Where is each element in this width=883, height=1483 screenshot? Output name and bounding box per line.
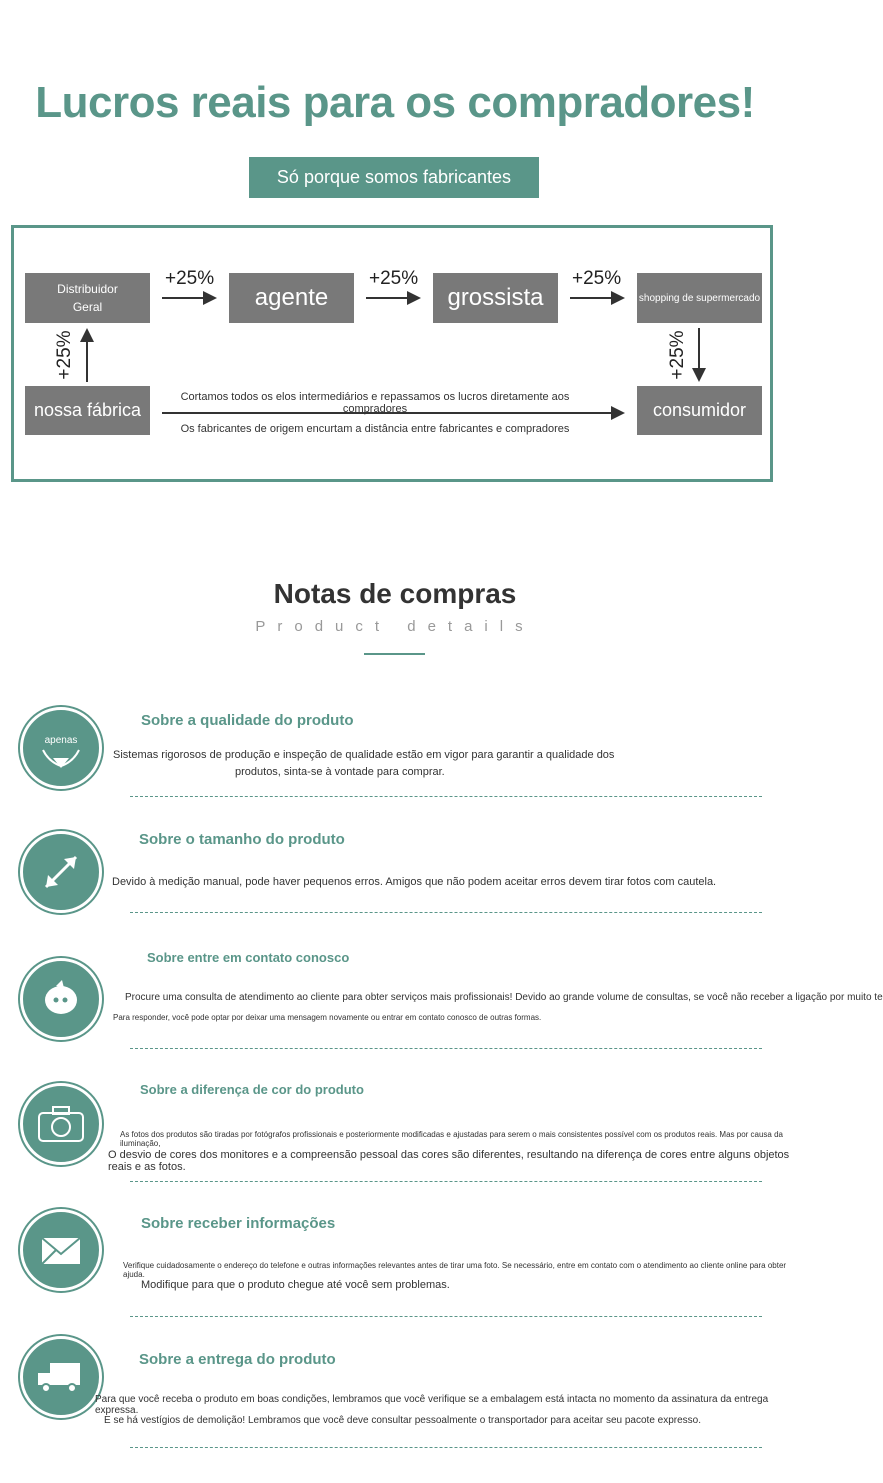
item-divider xyxy=(130,1316,762,1317)
item-text-quality-1: Sistemas rigorosos de produção e inspeção de qualidade estão em vigor para garantir a qualidade dos xyxy=(113,749,615,761)
item-title-size: Sobre o tamanho do produto xyxy=(139,831,345,848)
envelope-icon xyxy=(36,1230,86,1270)
item-title-color: Sobre a diferença de cor do produto xyxy=(140,1082,364,1097)
item-title-info: Sobre receber informações xyxy=(141,1215,336,1232)
contact-icon-circle xyxy=(20,958,102,1040)
notes-subtitle: Product details xyxy=(255,618,535,635)
page-title: Lucros reais para os compradores! xyxy=(35,78,755,127)
size-icon-circle xyxy=(20,831,102,913)
box-consumidor-label: consumidor xyxy=(652,400,747,420)
chat-bubble-icon xyxy=(36,974,86,1024)
percent-label-4: +25% xyxy=(54,330,75,380)
info-icon-circle xyxy=(20,1209,102,1291)
item-text-color-2: O desvio de cores dos monitores e a compreensão pessoal das cores são diferentes, resultando na diferença de cores entre alguns objetos reais e as fotos. xyxy=(108,1149,790,1173)
item-text-info-1: Verifique cuidadosamente o endereço do telefone e outras informações relevantes antes de tirar uma foto. Se necessário, entre em contato com o atendimento ao cliente online para obter ajuda. xyxy=(123,1261,787,1279)
flow-note-top: Cortamos todos os elos intermediários e repassamos os lucros diretamente aos compradores xyxy=(180,391,570,415)
quality-icon-circle xyxy=(20,707,102,789)
item-text-contact-1: Procure uma consulta de atendimento ao cliente para obter serviços mais profissionais! Devido ao grande volume de consultas, se você não receber a ligação por muito te xyxy=(125,992,883,1003)
item-text-info-2: Modifique para que o produto chegue até você sem problemas. xyxy=(141,1279,450,1291)
color-icon-circle xyxy=(20,1083,102,1165)
item-text-delivery-2: E se há vestígios de demolição! Lembramos que você deve consultar pessoalmente o transportador para aceitar seu pacote expresso. xyxy=(104,1415,702,1426)
notes-divider xyxy=(364,653,425,655)
item-text-contact-2: Para responder, você pode optar por deixar uma mensagem novamente ou entrar em contato conosco de outras formas. xyxy=(113,1013,542,1022)
flow-note-bottom: Os fabricantes de origem encurtam a distância entre fabricantes e compradores xyxy=(180,423,570,435)
box-grossista-label: grossista xyxy=(447,284,544,311)
percent-label-3: +25% xyxy=(572,268,622,289)
resize-arrow-icon xyxy=(36,847,86,897)
item-text-delivery-1: Para que você receba o produto em boas condições, lembramos que você verifique se a embalagem está intacta no momento da assinatura da entrega expressa. xyxy=(95,1394,769,1416)
percent-label-1: +25% xyxy=(165,268,215,289)
box-agente-label: agente xyxy=(254,284,329,311)
percent-label-5: +25% xyxy=(667,330,688,380)
item-text-color-1: As fotos dos produtos são tiradas por fotógrafos profissionais e posteriormente modificadas e ajustadas para serem o mais consistentes possível com os produtos reais. Mas por causa da iluminação, xyxy=(120,1130,784,1148)
item-divider xyxy=(130,912,762,913)
item-title-delivery: Sobre a entrega do produto xyxy=(139,1351,336,1368)
hands-icon xyxy=(31,718,91,778)
box-fabrica-label: nossa fábrica xyxy=(33,400,142,420)
manufacturer-banner: Só porque somos fabricantes xyxy=(249,157,539,198)
item-text-quality-2: produtos, sinta-se à vontade para comprar. xyxy=(235,766,445,778)
box-shopping-label: shopping de supermercado xyxy=(638,292,761,304)
delivery-icon-circle xyxy=(20,1336,102,1418)
hands-icon-label: apenas xyxy=(44,735,78,746)
item-divider xyxy=(130,1181,762,1182)
percent-label-2: +25% xyxy=(369,268,419,289)
delivery-truck-icon xyxy=(34,1355,88,1399)
box-distribuidor-label: Distribuidor Geral xyxy=(57,282,118,314)
item-divider xyxy=(130,1048,762,1049)
item-title-contact: Sobre entre em contato conosco xyxy=(147,950,350,965)
item-divider xyxy=(130,1447,762,1448)
notes-title: Notas de compras xyxy=(273,578,517,609)
item-title-quality: Sobre a qualidade do produto xyxy=(141,712,354,729)
item-divider xyxy=(130,796,762,797)
camera-icon xyxy=(33,1099,89,1149)
item-text-size-1: Devido à medição manual, pode haver pequenos erros. Amigos que não podem aceitar erros devem tirar fotos com cautela. xyxy=(112,876,717,888)
